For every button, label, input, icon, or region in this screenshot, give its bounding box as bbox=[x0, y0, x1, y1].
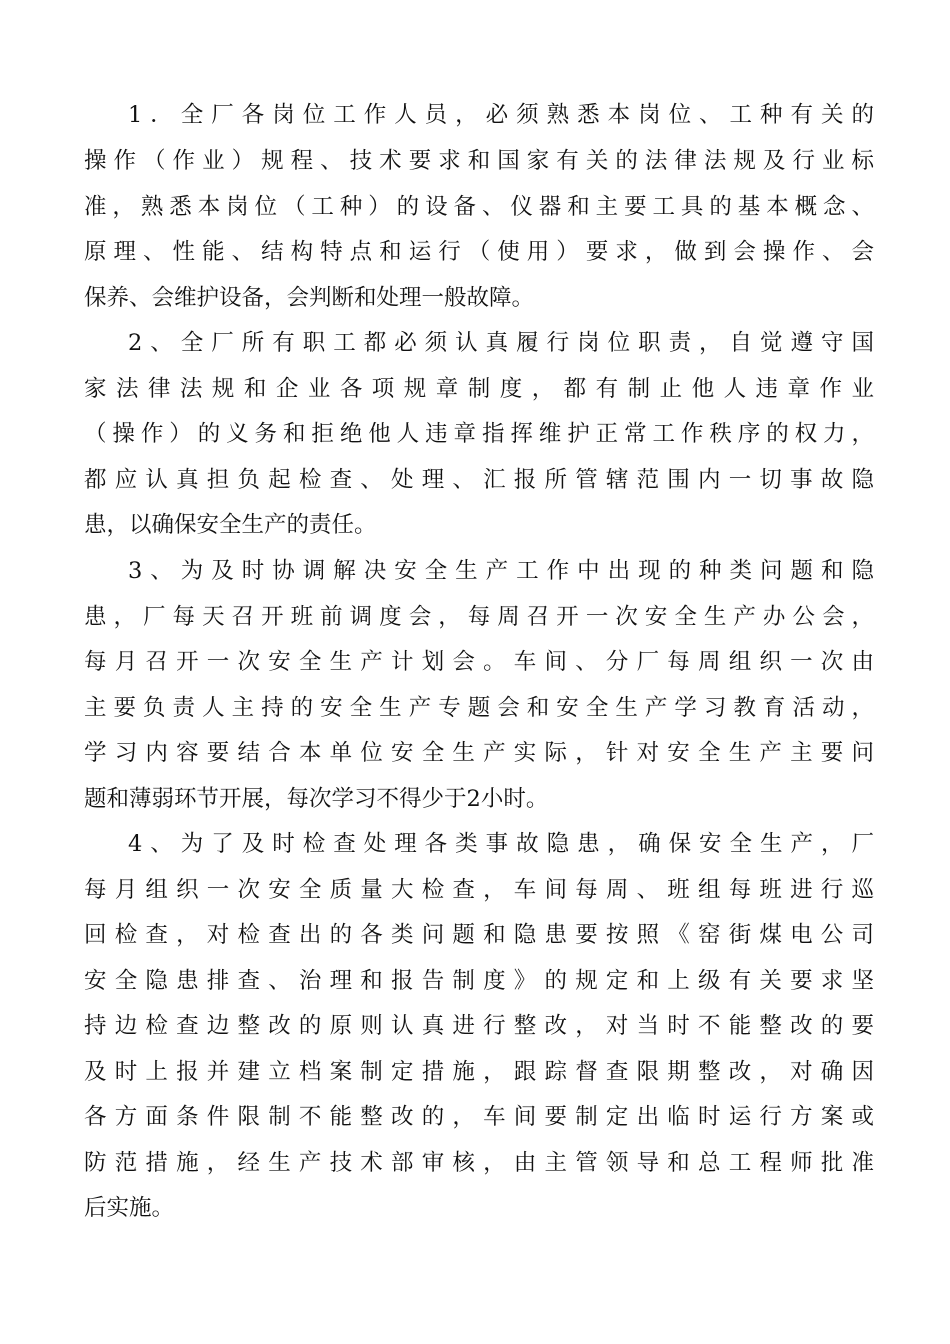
paragraph-4-line-6: 及时上报并建立档案制定措施，跟踪督查限期整改，对确因 bbox=[84, 1059, 874, 1085]
paragraph-3-line-6: 题和薄弱环节开展，每次学习不得少于2小时。 bbox=[84, 786, 549, 812]
paragraph-4-line-4: 安全隐患排查、治理和报告制度》的规定和上级有关要求坚 bbox=[84, 968, 874, 994]
paragraph-3-line-4: 主要负责人主持的安全生产专题会和安全生产学习教育活动， bbox=[84, 695, 874, 721]
paragraph-3-line-2: 患，厂每天召开班前调度会，每周召开一次安全生产办公会， bbox=[84, 604, 874, 630]
paragraph-1-line-3: 准，熟悉本岗位（工种）的设备、仪器和主要工具的基本概念、 bbox=[84, 194, 874, 220]
paragraph-4-line-1: 4、为了及时检查处理各类事故隐患，确保安全生产，厂 bbox=[128, 831, 874, 857]
paragraph-4-line-5: 持边检查边整改的原则认真进行整改，对当时不能整改的要 bbox=[84, 1013, 874, 1039]
paragraph-2-line-2: 家法律法规和企业各项规章制度，都有制止他人违章作业 bbox=[84, 376, 874, 402]
paragraph-4-line-8: 防范措施，经生产技术部审核，由主管领导和总工程师批准 bbox=[84, 1150, 874, 1176]
paragraph-2-line-5: 患，以确保安全生产的责任。 bbox=[84, 512, 377, 538]
paragraph-2-line-3: （操作）的义务和拒绝他人违章指挥维护正常工作秩序的权力， bbox=[84, 421, 874, 447]
paragraph-3-line-1: 3、为及时协调解决安全生产工作中出现的种类问题和隐 bbox=[128, 558, 874, 584]
paragraph-1-line-1: 1．全厂各岗位工作人员，必须熟悉本岗位、工种有关的 bbox=[128, 102, 874, 128]
paragraph-2-line-4: 都应认真担负起检查、处理、汇报所管辖范围内一切事故隐 bbox=[84, 467, 874, 493]
paragraph-3-line-5: 学习内容要结合本单位安全生产实际，针对安全生产主要问 bbox=[84, 740, 874, 766]
paragraph-3-line-3: 每月召开一次安全生产计划会。车间、分厂每周组织一次由 bbox=[84, 649, 874, 675]
paragraph-4-line-3: 回检查，对检查出的各类问题和隐患要按照《窑街煤电公司 bbox=[84, 922, 874, 948]
paragraph-1-line-4: 原理、性能、结构特点和运行（使用）要求，做到会操作、会 bbox=[84, 239, 874, 265]
paragraph-1-line-2: 操作（作业）规程、技术要求和国家有关的法律法规及行业标 bbox=[84, 148, 874, 174]
paragraph-4-line-9: 后实施。 bbox=[84, 1195, 175, 1221]
paragraph-1-line-5: 保养、会维护设备，会判断和处理一般故障。 bbox=[84, 285, 535, 311]
paragraph-4-line-2: 每月组织一次安全质量大检查，车间每周、班组每班进行巡 bbox=[84, 877, 874, 903]
paragraph-2-line-1: 2、全厂所有职工都必须认真履行岗位职责，自觉遵守国 bbox=[128, 330, 874, 356]
paragraph-4-line-7: 各方面条件限制不能整改的，车间要制定出临时运行方案或 bbox=[84, 1104, 874, 1130]
